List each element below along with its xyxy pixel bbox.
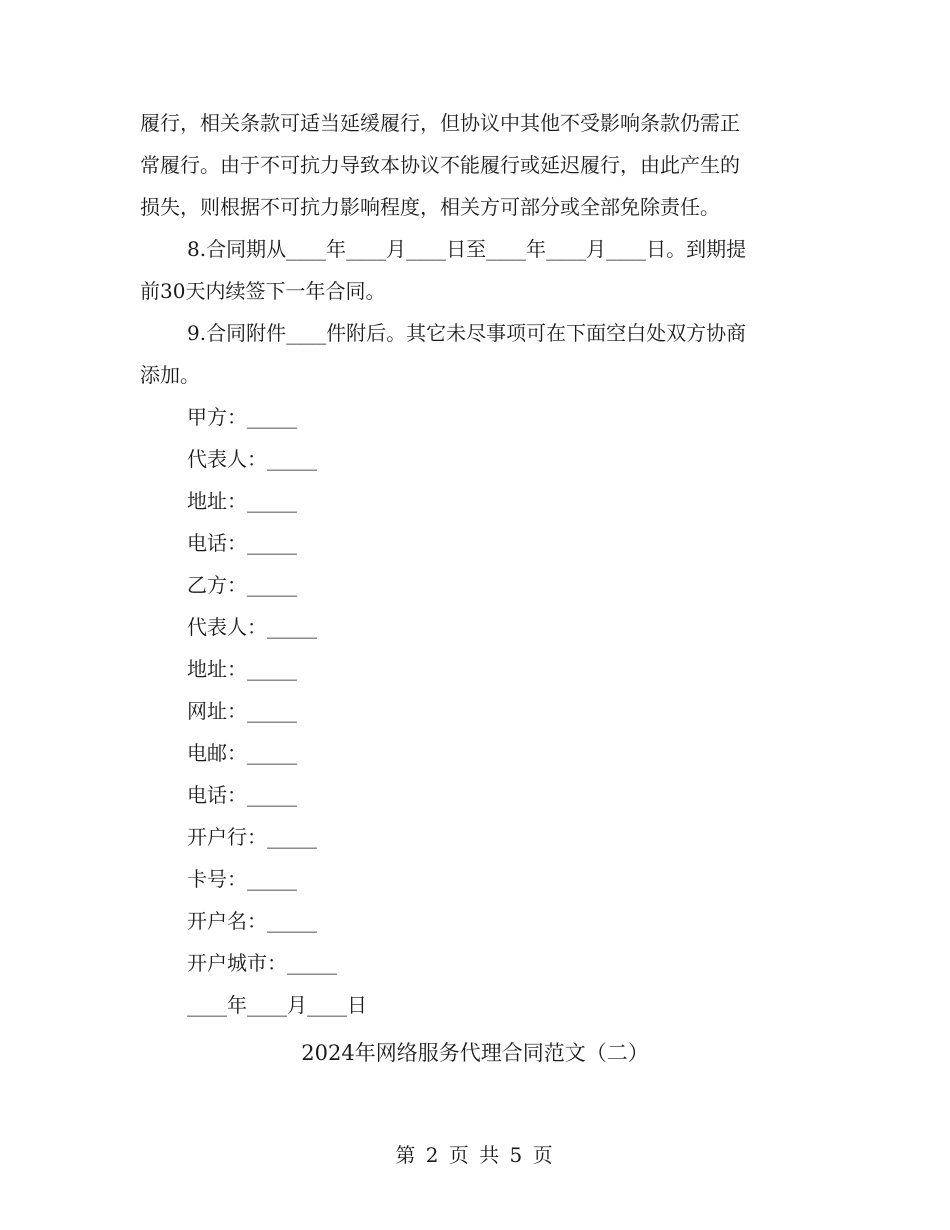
clause-8-line-1: 8.合同期从____年____月____日至____年____月____日。到期提 (187, 237, 747, 261)
page-footer: 第 2 页 共 5 页 (395, 1143, 555, 1167)
card-number-field: 卡号：_____ (187, 867, 297, 891)
account-name-field: 开户名：_____ (187, 909, 317, 933)
clause-8-line-2: 前30天内续签下一年合同。 (140, 279, 386, 303)
paragraph-line: 履行，相关条款可适当延缓履行，但协议中其他不受影响条款仍需正 (140, 111, 740, 135)
party-b-website-field: 网址：_____ (187, 699, 297, 723)
party-a-representative-field: 代表人：_____ (187, 447, 317, 471)
party-b-phone-field: 电话：_____ (187, 783, 297, 807)
party-a-field: 甲方：_____ (187, 405, 297, 429)
date-field: ____年____月____日 (187, 993, 367, 1017)
clause-9-line-2: 添加。 (140, 363, 200, 387)
party-b-representative-field: 代表人：_____ (187, 615, 317, 639)
next-section-title: 2024年网络服务代理合同范文（二） (301, 1041, 649, 1065)
party-b-email-field: 电邮：_____ (187, 741, 297, 765)
paragraph-line: 损失，则根据不可抗力影响程度，相关方可部分或全部免除责任。 (140, 195, 720, 219)
paragraph-line: 常履行。由于不可抗力导致本协议不能履行或延迟履行，由此产生的 (140, 153, 740, 177)
clause-9-line-1: 9.合同附件____件附后。其它未尽事项可在下面空白处双方协商 (187, 321, 747, 345)
bank-field: 开户行：_____ (187, 825, 317, 849)
account-city-field: 开户城市：_____ (187, 951, 337, 975)
party-b-field: 乙方：_____ (187, 573, 297, 597)
party-a-phone-field: 电话：_____ (187, 531, 297, 555)
party-a-address-field: 地址：_____ (187, 489, 297, 513)
party-b-address-field: 地址：_____ (187, 657, 297, 681)
